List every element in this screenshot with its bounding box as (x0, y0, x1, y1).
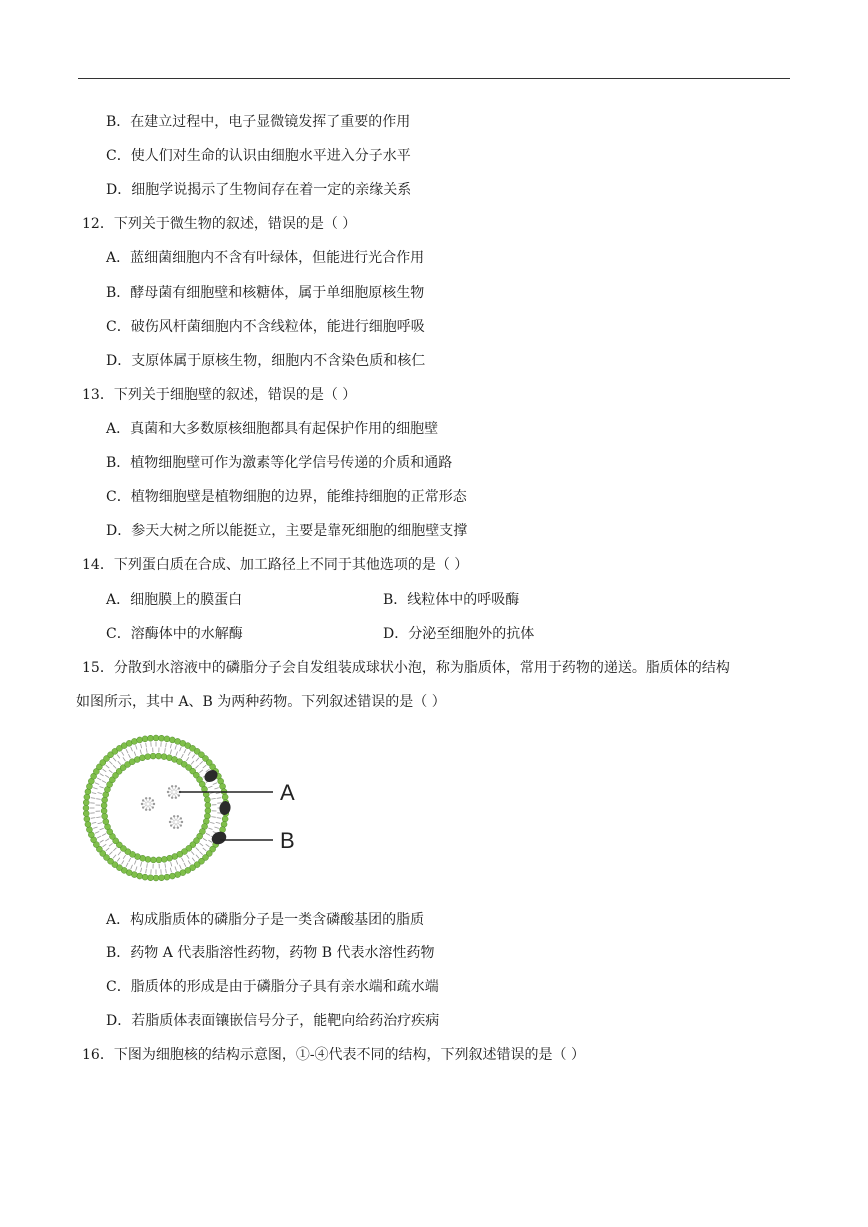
lipid-head (145, 754, 151, 760)
lipid-tail (98, 792, 102, 793)
lipid-tail (210, 822, 214, 823)
lipid-tail (181, 754, 183, 758)
lipid-tail (98, 823, 102, 824)
drug-a-stem (148, 799, 149, 802)
lipid-tail (91, 818, 95, 819)
question-15-stem-cont: 如图所示，其中 A、B 为两种药物。下列叙述错误的是（ ） (76, 694, 446, 710)
drug-a-particle (177, 827, 179, 829)
lipid-head (205, 802, 211, 808)
drug-a-stem (172, 793, 173, 796)
lipid-tail (203, 838, 207, 840)
q15-option-b: B．药物 A 代表脂溶性药物，药物 B 代表水溶性药物 (106, 945, 435, 961)
lipid-tail (217, 798, 221, 799)
lipid-tail (131, 747, 133, 751)
lipid-tail (196, 765, 199, 768)
lipid-head (101, 808, 107, 814)
drug-a-particle (169, 821, 171, 823)
lipid-head (156, 753, 162, 759)
drug-a-particle (175, 797, 177, 799)
lipid-head (204, 813, 210, 819)
drug-a-stem (175, 789, 178, 791)
drug-a-particle (149, 809, 151, 811)
lipid-tail (146, 748, 147, 752)
lipid-tail (170, 744, 171, 748)
liposome-diagram (76, 730, 336, 890)
lipid-tail (146, 743, 147, 747)
drug-a-stem (176, 823, 177, 826)
lipid-head (161, 754, 167, 760)
q13-option-b: B．植物细胞壁可作为激素等化学信号传递的介质和通路 (106, 455, 453, 471)
lipid-tail (126, 863, 128, 867)
lipid-head (83, 810, 89, 816)
lipid-tail (92, 822, 96, 823)
lipid-tail (192, 858, 195, 862)
drug-a-particle (177, 815, 179, 817)
lipid-head (169, 873, 175, 879)
drug-a-stem (149, 801, 152, 803)
drug-a-stem (177, 823, 180, 825)
lipid-tail (96, 817, 100, 818)
lipid-head (148, 735, 154, 741)
lipid-tail (199, 851, 202, 854)
q14-option-a: A．细胞膜上的膜蛋白 (106, 592, 243, 608)
lipid-tail (118, 852, 121, 856)
lipid-tail (187, 855, 189, 859)
drug-a-stem (174, 787, 175, 790)
lipid-tail (100, 840, 104, 842)
drug-a-particle (145, 809, 147, 811)
header-rule (78, 78, 790, 79)
lipid-tail (117, 755, 120, 759)
lipid-head (102, 797, 108, 803)
prev-option-d: D．细胞学说揭示了生物间存在着一定的亲缘关系 (106, 182, 412, 198)
drug-a-particle (153, 803, 155, 805)
q12-option-a: A．蓝细菌细胞内不含有叶绿体，但能进行光合作用 (106, 250, 425, 266)
lipid-tail (147, 863, 148, 867)
lipid-tail (128, 754, 130, 758)
lipid-tail (170, 750, 171, 754)
lipid-tail (122, 860, 124, 864)
lipid-tail (117, 858, 120, 862)
lipid-head (139, 755, 145, 761)
lipid-tail (102, 781, 106, 783)
lipid-tail (166, 743, 167, 747)
drug-a-stem (172, 819, 175, 821)
lipid-tail (217, 818, 221, 819)
lipid-tail (166, 869, 167, 873)
lipid-tail (208, 786, 212, 788)
lipid-tail (176, 751, 178, 755)
q15-option-c: C．脂质体的形成是由于磷脂分子具有亲水端和疏水端 (106, 979, 439, 995)
lipid-tail (95, 783, 99, 785)
lipid-tail (180, 865, 182, 869)
lipid-head (142, 736, 148, 742)
lipid-tail (188, 752, 190, 756)
lipid-head (164, 736, 170, 742)
lipid-tail (91, 798, 95, 799)
lipid-head (102, 813, 108, 819)
lipid-tail (192, 755, 195, 759)
lipid-head (158, 875, 164, 881)
lipid-tail (106, 765, 109, 768)
drug-a-stem (172, 787, 173, 790)
drug-b-molecule (218, 800, 231, 816)
lipid-tail (136, 866, 137, 870)
drug-a-stem (149, 805, 152, 807)
lipid-head (153, 875, 159, 881)
question-12-stem: 12．下列关于微生物的叙述，错误的是（ ） (82, 216, 357, 232)
lipid-tail (191, 851, 194, 854)
lipid-tail (196, 758, 199, 761)
drug-a-particle (141, 803, 143, 805)
lipid-head (137, 737, 143, 743)
lipid-tail (199, 761, 202, 764)
lipid-tail (109, 770, 113, 773)
lipid-tail (95, 832, 99, 834)
lipid-tail (106, 848, 109, 851)
lipid-head (83, 800, 89, 806)
lipid-tail (196, 848, 199, 851)
drug-a-particle (173, 815, 175, 817)
drug-a-particle (175, 785, 177, 787)
lipid-tail (103, 769, 107, 772)
lipid-tail (141, 744, 142, 748)
drug-a-stem (174, 793, 175, 796)
lipid-head (83, 805, 89, 811)
lipid-tail (136, 745, 137, 749)
lipid-head (148, 875, 154, 881)
lipid-head (85, 821, 91, 827)
lipid-head (84, 794, 90, 800)
lipid-head (156, 857, 162, 863)
lipid-tail (93, 788, 97, 789)
lipid-head (142, 874, 148, 880)
drug-a-stem (177, 819, 180, 821)
lipid-tail (211, 798, 215, 799)
lipid-tail (140, 862, 141, 866)
lipid-tail (211, 817, 215, 818)
lipid-tail (97, 836, 101, 838)
drug-a-stem (176, 817, 177, 820)
drug-a-particle (167, 791, 169, 793)
lipid-head (164, 874, 170, 880)
drug-a-stem (148, 805, 149, 808)
lipid-tail (176, 860, 178, 864)
drug-a-stem (174, 823, 175, 826)
lipid-head (150, 857, 156, 863)
lipid-tail (203, 848, 206, 851)
drug-a-stem (170, 789, 173, 791)
lipid-tail (186, 757, 188, 761)
lipid-tail (216, 793, 220, 794)
drug-a-particle (171, 785, 173, 787)
lipid-tail (206, 833, 210, 835)
drug-a-particle (171, 797, 173, 799)
lipid-tail (105, 775, 109, 777)
lipid-head (161, 856, 167, 862)
drug-a-stem (144, 801, 147, 803)
drug-a-stem (146, 799, 147, 802)
lipid-tail (126, 749, 128, 753)
lipid-head (222, 794, 228, 800)
lipid-tail (206, 844, 210, 847)
label-b: B (280, 828, 295, 853)
lipid-tail (113, 758, 116, 761)
label-a: A (280, 780, 295, 805)
question-14-stem: 14．下列蛋白质在合成、加工路径上不同于其他选项的是（ ） (82, 557, 469, 573)
lipid-tail (171, 862, 172, 866)
lipid-head (204, 797, 210, 803)
q14-option-d: D．分泌至细胞外的抗体 (383, 626, 535, 642)
lipid-tail (208, 840, 212, 842)
q14-option-b: B．线粒体中的呼吸酶 (383, 592, 520, 608)
question-15-stem: 15．分散到水溶液中的磷脂分子会自发组装成球状小泡，称为脂质体，常用于药物的递送。脂质体的结构 (82, 660, 730, 676)
lipid-tail (102, 834, 106, 836)
lipid-tail (165, 748, 166, 752)
q13-option-a: A．真菌和大多数原核细胞都具有起保护作用的细胞壁 (106, 421, 439, 437)
lipid-tail (103, 844, 107, 847)
lipid-tail (175, 866, 176, 870)
lipid-tail (118, 761, 121, 764)
prev-option-b: B．在建立过程中，电子显微镜发挥了重要的作用 (106, 114, 411, 130)
lipid-tail (113, 765, 116, 768)
lipid-tail (100, 774, 104, 776)
lipid-tail (134, 860, 136, 864)
lipid-tail (96, 799, 100, 800)
drug-a-stem (146, 805, 147, 808)
drug-a-stem (174, 817, 175, 820)
lipid-head (150, 753, 156, 759)
lipid-tail (109, 843, 112, 846)
drug-a-particle (181, 821, 183, 823)
q12-option-b: B．酵母菌有细胞壁和核糖体，属于单细胞原核生物 (106, 285, 425, 301)
drug-a-particle (145, 797, 147, 799)
drug-a-stem (175, 793, 178, 795)
lipid-tail (213, 783, 217, 785)
lipid-tail (214, 788, 218, 789)
q13-option-c: C．植物细胞壁是植物细胞的边界，能维持细胞的正常形态 (106, 489, 467, 505)
lipid-tail (93, 827, 97, 828)
lipid-tail (140, 750, 141, 754)
lipid-tail (200, 843, 204, 846)
lipid-tail (216, 822, 220, 823)
lipid-tail (105, 839, 109, 841)
lipid-tail (214, 827, 218, 828)
lipid-tail (203, 765, 206, 768)
lipid-tail (191, 761, 194, 765)
lipid-tail (100, 828, 104, 830)
lipid-head (145, 856, 151, 862)
prev-option-c: C．使人们对生命的认识由细胞水平进入分子水平 (106, 148, 411, 164)
lipid-tail (184, 863, 186, 867)
drug-a-stem (172, 823, 175, 825)
lipid-tail (188, 860, 190, 864)
lipid-tail (180, 747, 182, 751)
lipid-tail (113, 848, 116, 851)
lipid-tail (208, 828, 212, 830)
drug-a-particle (149, 797, 151, 799)
drug-a-stem (144, 805, 147, 807)
lipid-tail (165, 863, 166, 867)
lipid-tail (170, 868, 171, 872)
lipid-head (205, 808, 211, 814)
lipid-tail (123, 757, 125, 761)
lipid-tail (99, 786, 103, 788)
lipid-tail (123, 855, 125, 859)
drug-a-particle (173, 827, 175, 829)
water-soluble-drug-group (141, 785, 183, 829)
lipid-head (101, 802, 107, 808)
lipid-head (84, 816, 90, 822)
lipid-tail (182, 858, 184, 862)
question-13-stem: 13．下列关于细胞壁的叙述，错误的是（ ） (82, 387, 357, 403)
lipid-tail (109, 761, 112, 764)
lipid-tail (92, 793, 96, 794)
question-16-stem: 16．下图为细胞核的结构示意图，①-④代表不同的结构，下列叙述错误的是（ ） (82, 1047, 586, 1063)
lipid-head (222, 816, 228, 822)
drug-a-stem (170, 793, 173, 795)
q12-option-d: D．支原体属于原核生物，细胞内不含染色质和核仁 (106, 353, 426, 369)
q13-option-d: D．参天大树之所以能挺立，主要是靠死细胞的细胞壁支撑 (106, 523, 468, 539)
q14-option-c: C．溶酶体中的水解酶 (106, 626, 243, 642)
lipid-tail (109, 851, 112, 854)
q12-option-c: C．破伤风杆菌细胞内不含线粒体，能进行细胞呼吸 (106, 319, 425, 335)
lipid-tail (199, 770, 202, 773)
drug-b-molecule (210, 829, 229, 846)
lipid-tail (184, 749, 186, 753)
lipid-tail (146, 869, 147, 873)
lipid-tail (141, 868, 142, 872)
lipid-head (167, 855, 173, 861)
lipid-tail (122, 752, 124, 756)
lipid-tail (129, 858, 131, 862)
lipid-head (153, 735, 159, 741)
lipid-tail (113, 855, 116, 858)
lipid-tail (134, 752, 136, 756)
lipid-head (103, 819, 109, 825)
q15-option-d: D．若脂质体表面镶嵌信号分子，能靶向给药治疗疾病 (106, 1013, 440, 1029)
lipid-tail (196, 855, 199, 858)
lipid-head (158, 735, 164, 741)
q15-option-a: A．构成脂质体的磷脂分子是一类含磷酸基团的脂质 (106, 912, 425, 928)
lipid-tail (131, 865, 133, 869)
lipid-tail (175, 745, 176, 749)
phospholipid-bilayer (83, 735, 229, 881)
lipid-tail (97, 778, 101, 780)
